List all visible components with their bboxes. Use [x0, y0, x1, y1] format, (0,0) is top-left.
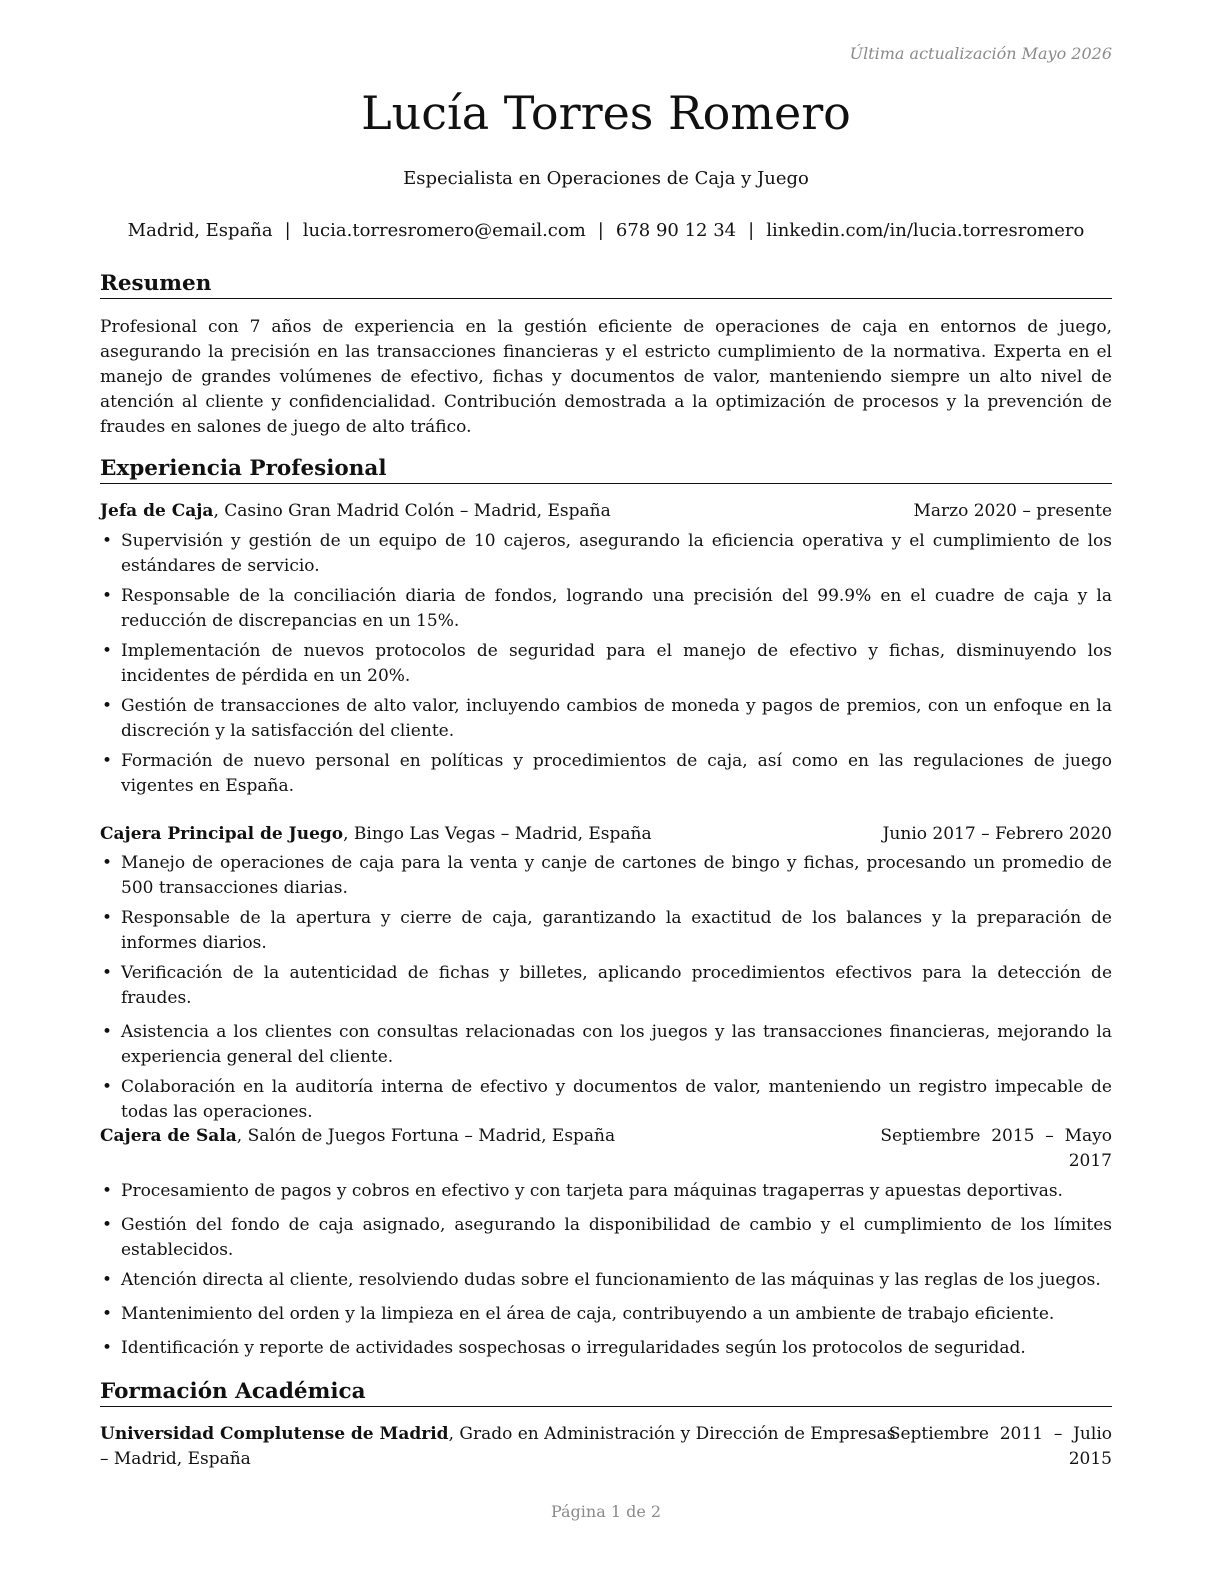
contact-line	[100, 220, 1112, 241]
education-dates-line: Septiembre 2011 – Julio	[888, 1424, 1112, 1444]
job-header	[100, 499, 1112, 525]
job-role: Cajera Principal de Juego	[100, 824, 344, 844]
contact-separator: |	[284, 220, 291, 241]
education-dates-line: 2015	[1068, 1449, 1112, 1469]
education-institution: Universidad Complutense de Madrid	[100, 1424, 449, 1444]
candidate-name: Lucía Torres Romero	[361, 86, 851, 140]
section-title-summary: Resumen	[100, 271, 1112, 299]
job-bullet: • Implementación de nuevos protocolos de seguridad para el manejo de efectivo y fichas, disminuyendo los incidentes de pérdida en un 20%.	[100, 639, 1112, 689]
job-bullet: • Supervisión y gestión de un equipo de 10 cajeros, asegurando la eficiencia operativa y el cumplimiento de los estándares de servicio.	[100, 529, 1112, 579]
education-location: – Madrid, España	[100, 1449, 251, 1469]
job-bullet: • Atención directa al cliente, resolviendo dudas sobre el funcionamiento de las máquinas y las reglas de los juegos.	[100, 1268, 1112, 1293]
job-bullet: • Identificación y reporte de actividades sospechosas o irregularidades según los protocolos de seguridad.	[100, 1336, 1112, 1361]
contact-email[interactable]: lucia.torresromero@email.com	[302, 220, 586, 241]
job-bullet: • Gestión del fondo de caja asignado, asegurando la disponibilidad de cambio y el cumplimiento de los límites establecidos.	[100, 1213, 1112, 1263]
job-bullet: • Responsable de la conciliación diaria de fondos, logrando una precisión del 99.9% en el cuadre de caja y la reducción de discrepancias en un 15%.	[100, 584, 1112, 634]
summary-text: Profesional con 7 años de experiencia en la gestión eficiente de operaciones de caja en entornos de juego, asegurando la precisión en las transacciones financieras y el estricto cumplimiento de la normativa. Experta en el manejo de grandes volúmenes de efectivo, fichas y documentos de valor, manteniendo siempre un alto nivel de atención al cliente y confidencialidad. Contribución demostrada a la optimización de procesos y la prevención de fraudes en salones de juego de alto tráfico.	[100, 317, 1112, 437]
education-entry	[100, 1422, 980, 1472]
job-bullet: • Responsable de la apertura y cierre de caja, garantizando la exactitud de los balances y la preparación de informes diarios.	[100, 906, 1112, 956]
job-header	[100, 822, 1112, 848]
contact-separator: |	[597, 220, 604, 241]
job-company: , Bingo Las Vegas – Madrid, España	[343, 824, 652, 844]
job-bullet: • Colaboración en la auditoría interna de efectivo y documentos de valor, manteniendo un registro impecable de todas las operaciones.	[100, 1075, 1112, 1125]
job-bullets	[100, 1179, 1112, 1361]
job-bullets	[100, 529, 1112, 799]
section-title-experience: Experiencia Profesional	[100, 456, 1112, 484]
job-bullet: • Asistencia a los clientes con consultas relacionadas con los juegos y las transacciones financieras, mejorando la experiencia general del cliente.	[100, 1020, 1112, 1070]
job-dates-line: 2017	[1068, 1151, 1112, 1171]
job-role: Jefa de Caja	[100, 501, 214, 521]
contact-linkedin[interactable]: linkedin.com/in/lucia.torresromero	[766, 220, 1085, 241]
job-role: Cajera de Sala	[100, 1126, 237, 1146]
job-bullet: • Gestión de transacciones de alto valor, incluyendo cambios de moneda y pagos de premios, con un enfoque en la discreción y la satisfacción del cliente.	[100, 694, 1112, 744]
job-company: , Casino Gran Madrid Colón – Madrid, España	[213, 501, 611, 521]
job-dates-line: Septiembre 2015 – Mayo	[880, 1126, 1112, 1146]
job-bullets	[100, 851, 1112, 1125]
page-number: Página 1 de 2	[550, 1502, 662, 1521]
job-bullet: • Formación de nuevo personal en políticas y procedimientos de caja, así como en las regulaciones de juego vigentes en España.	[100, 749, 1112, 799]
contact-separator: |	[748, 220, 755, 241]
job-company: , Salón de Juegos Fortuna – Madrid, España	[236, 1126, 616, 1146]
section-title-education: Formación Académica	[100, 1379, 1112, 1407]
last-updated: Última actualización Mayo 2026	[849, 44, 1112, 63]
job-dates	[880, 1124, 1112, 1174]
job-bullet: • Manejo de operaciones de caja para la venta y canje de cartones de bingo y fichas, procesando un promedio de 500 transacciones diarias.	[100, 851, 1112, 901]
contact-phone: 678 90 12 34	[615, 220, 737, 241]
candidate-title: Especialista en Operaciones de Caja y Juego	[403, 168, 809, 189]
contact-location: Madrid, España	[127, 220, 273, 241]
job-dates: Marzo 2020 – presente	[913, 501, 1112, 521]
job-bullet: • Procesamiento de pagos y cobros en efectivo y con tarjeta para máquinas tragaperras y apuestas deportivas.	[100, 1179, 1112, 1204]
resume-page	[100, 0, 1112, 1584]
job-bullet: • Mantenimiento del orden y la limpieza en el área de caja, contribuyendo a un ambiente de trabajo eficiente.	[100, 1302, 1112, 1327]
job-bullet: • Verificación de la autenticidad de fichas y billetes, aplicando procedimientos efectivos para la detección de fraudes.	[100, 961, 1112, 1011]
job-dates: Junio 2017 – Febrero 2020	[882, 824, 1112, 844]
education-degree: , Grado en Administración y Dirección de Empresas	[448, 1424, 896, 1444]
education-dates	[889, 1422, 1112, 1472]
